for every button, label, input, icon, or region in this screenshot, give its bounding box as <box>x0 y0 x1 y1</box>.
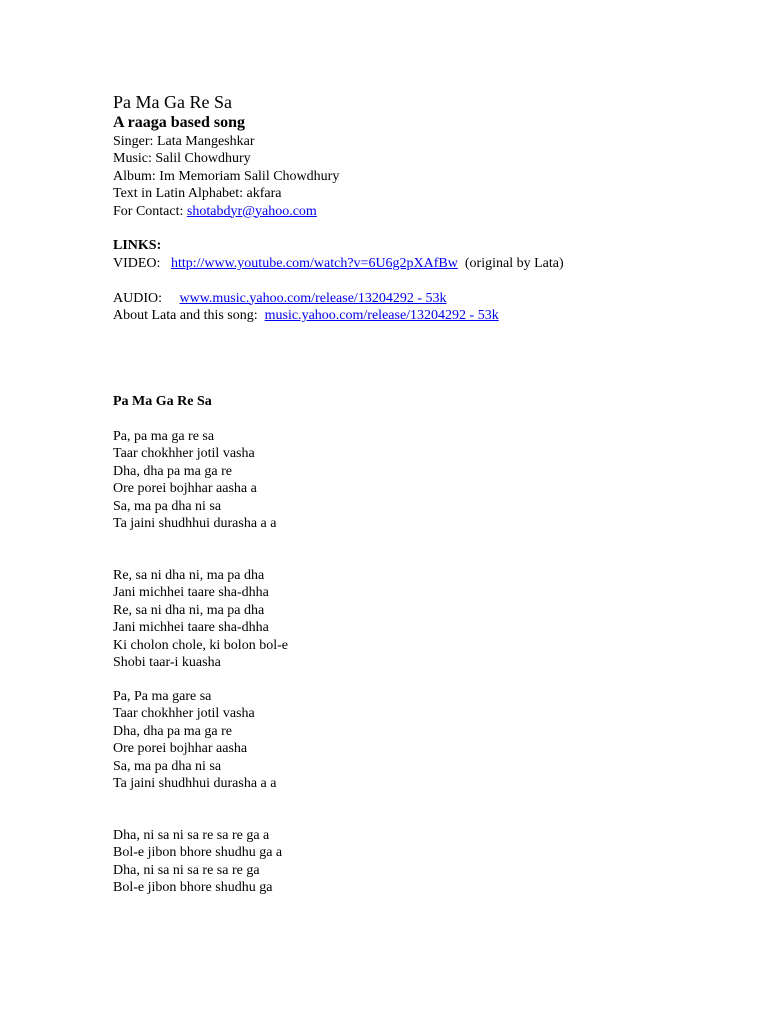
lyric-line: Jani michhei taare sha-dhha <box>113 585 269 601</box>
header-block <box>113 92 733 324</box>
lyric-line: Sa, ma pa dha ni sa <box>113 498 222 514</box>
lyric-line: Sa, ma pa dha ni sa <box>113 758 222 774</box>
lyric-line: Pa, Pa ma gare sa <box>113 689 212 704</box>
video-label: VIDEO: <box>113 255 161 271</box>
music-line: Music: Salil Chowdhury <box>113 151 251 167</box>
lyric-line: Shobi taar-i kuasha <box>113 654 221 670</box>
singer-line: Singer: Lata Mangeshkar <box>113 134 255 149</box>
contact-email-link[interactable]: shotabdyr@yahoo.com <box>186 203 317 219</box>
document-title: Pa Ma Ga Re Sa <box>113 92 232 112</box>
video-note: (original by Lata) <box>464 255 564 271</box>
lyric-line: Dha, ni sa ni sa re sa re ga a <box>113 828 270 843</box>
audio-line <box>113 290 733 307</box>
about-label: About Lata and this song: <box>113 307 258 323</box>
lyric-line: Ore porei bojhhar aasha <box>113 741 248 757</box>
lyrics-stanza-1 <box>113 428 733 532</box>
contact-label: For Contact: <box>113 203 187 219</box>
lyric-line: Ki cholon chole, ki bolon bol-e <box>113 637 288 653</box>
about-link[interactable]: music.yahoo.com/release/13204292 - 53k <box>264 307 499 323</box>
lyrics-stanza-4 <box>113 827 733 897</box>
song-title: Pa Ma Ga Re Sa <box>113 394 212 409</box>
lyric-line: Taar chokhher jotil vasha <box>113 706 255 722</box>
lyric-line: Ore porei bojhhar aasha a <box>113 481 257 497</box>
about-line <box>113 307 733 324</box>
lyric-line: Dha, dha pa ma ga re <box>113 723 232 739</box>
document-subtitle: A raaga based song <box>113 114 246 131</box>
lyrics-stanza-2 <box>113 567 733 671</box>
album-line: Album: Im Memoriam Salil Chowdhury <box>113 168 340 184</box>
audio-label: AUDIO: <box>113 290 162 306</box>
lyric-line: Ta jaini shudhhui durasha a a <box>113 775 277 791</box>
text-latin-line: Text in Latin Alphabet: akfara <box>113 186 282 202</box>
lyric-line: Bol-e jibon bhore shudhu ga a <box>113 845 283 861</box>
video-link[interactable]: http://www.youtube.com/watch?v=6U6g2pXAfBw <box>170 255 458 271</box>
lyric-line: Dha, ni sa ni sa re sa re ga <box>113 862 260 878</box>
video-line <box>113 255 733 272</box>
lyric-line: Dha, dha pa ma ga re <box>113 463 232 479</box>
lyric-line: Ta jaini shudhhui durasha a a <box>113 515 277 531</box>
links-heading: LINKS: <box>113 238 162 254</box>
lyric-line: Re, sa ni dha ni, ma pa dha <box>113 568 265 583</box>
lyrics-stanza-3 <box>113 688 733 792</box>
lyric-line: Pa, pa ma ga re sa <box>113 429 215 444</box>
lyric-line: Taar chokhher jotil vasha <box>113 446 255 462</box>
contact-line <box>113 203 733 220</box>
lyric-line: Jani michhei taare sha-dhha <box>113 620 269 636</box>
audio-link[interactable]: www.music.yahoo.com/release/13204292 - 53k <box>179 290 447 306</box>
spacer <box>113 272 733 289</box>
lyric-line: Re, sa ni dha ni, ma pa dha <box>113 602 265 618</box>
spacer <box>113 220 733 237</box>
lyric-line: Bol-e jibon bhore shudhu ga <box>113 880 273 896</box>
